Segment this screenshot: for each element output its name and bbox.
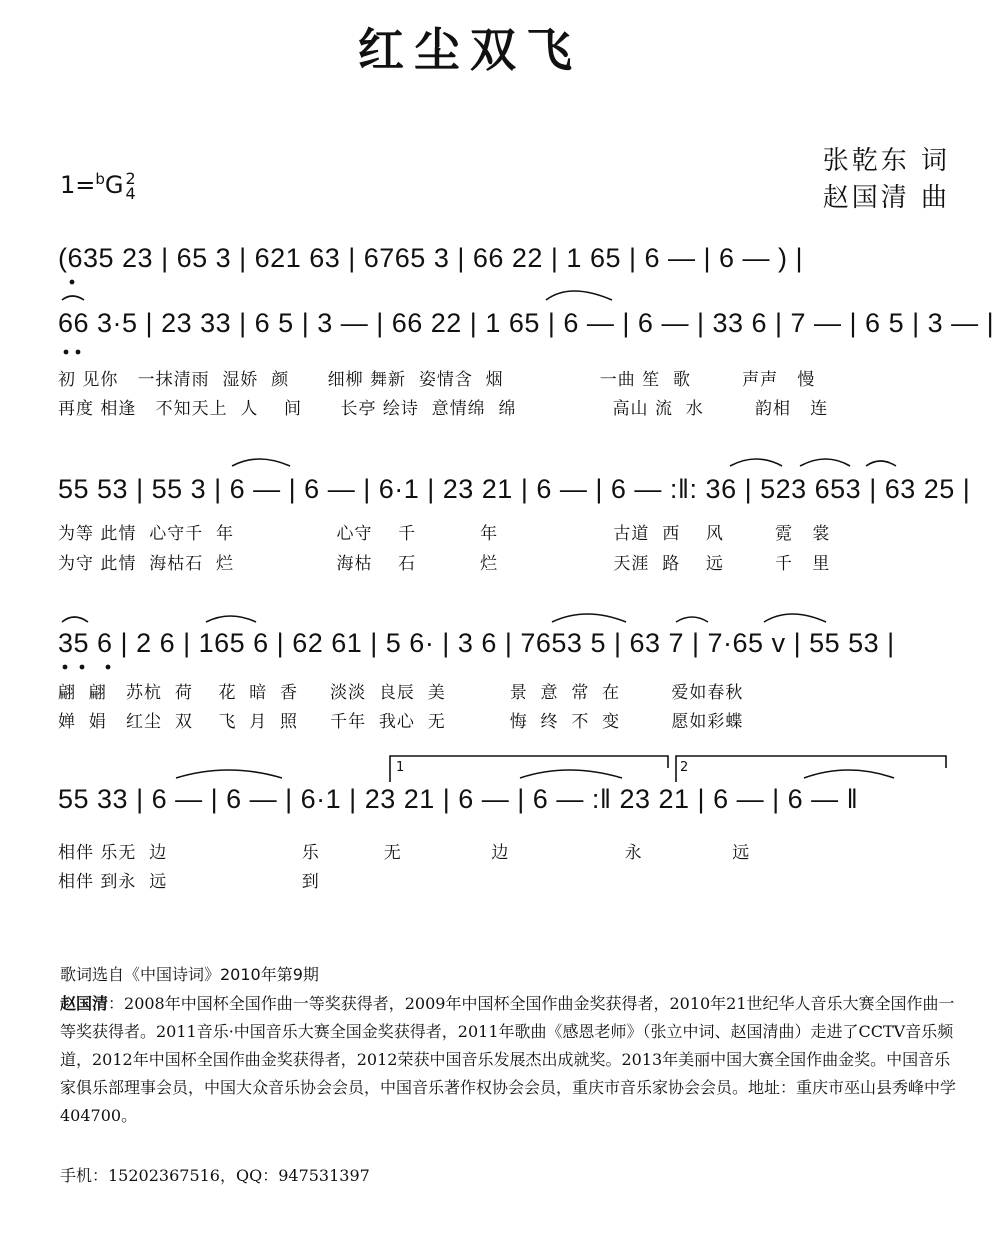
composer-bio	[60, 990, 965, 1130]
system-4-lyric-2: 婵 娟 红尘 双 飞 月 照 千年 我心 无 悔 终 不 变 愿如彩蝶	[58, 712, 744, 732]
system-4-notes: 35 6 | 2 6 | 165 6 | 62 61 | 5 6· | 3 6 | 7653 5 | 63 7 | 7·65 v | 55 53 |	[58, 628, 895, 658]
composer-credit: 赵国清 曲	[822, 183, 950, 213]
time-signature	[126, 171, 136, 201]
system-2-notes: 66 3·5 | 23 33 | 6 5 | 3 — | 66 22 | 1 65 | 6 — | 6 — | 33 6 | 7 — | 6 5 | 3 — |	[58, 308, 995, 338]
system-2-lyric-2: 再度 相逢 不知天上 人 间 长亭 绘诗 意情绵 绵 高山 流 水 韵相 连	[58, 399, 829, 419]
volta-1-label: 1	[396, 760, 405, 775]
composer-bio-name: 赵国清	[60, 994, 109, 1013]
system-5-lyric-2: 相伴 到永 远 到	[58, 872, 320, 892]
system-3-lyric-2: 为守 此情 海枯石 烂 海枯 石 烂 天涯 路 远 千 里	[58, 554, 831, 574]
key-flat: b	[95, 170, 105, 188]
lyricist-credit: 张乾东 词	[822, 146, 950, 176]
song-title: 红尘双飞	[358, 23, 582, 77]
system-2-lyric-1: 初 见你 一抹清雨 湿娇 颜 细柳 舞新 姿情含 烟 一曲 笙 歌 声声 慢	[58, 370, 816, 390]
system-3-lyric-1: 为等 此情 心守千 年 心守 千 年 古道 西 风 霓 裳	[58, 524, 831, 544]
composer-bio-text: ：2008年中国杯全国作曲一等奖获得者，2009年中国杯全国作曲金奖获得者，2010年21世纪华人音乐大赛全国作曲一等奖获得者。2011音乐·中国音乐大赛全国金奖获得者，2011年歌曲《感恩老师》（张立中词、赵国清曲）走进了CCTV音乐频道，2012年中国杯全国作曲金奖获得者，2012荣获中国音乐发展杰出成就奖。2013年美丽中国大赛全国作曲金奖。中国音乐家俱乐部理事会员，中国大众音乐协会会员，中国音乐著作权协会会员，重庆市音乐家协会会员。地址：重庆市巫山县秀峰中学404700。	[60, 994, 957, 1125]
key-signature	[60, 170, 136, 201]
system-1-notes: (635 23 | 65 3 | 621 63 | 6765 3 | 66 22 | 1 65 | 6 — | 6 — ) |	[58, 243, 804, 273]
system-5-lyric-1: 相伴 乐无 边 乐 无 边 永 远	[58, 843, 751, 863]
composer-contact: 手机：15202367516，QQ：947531397	[60, 1166, 370, 1185]
system-3-notes: 55 53 | 55 3 | 6 — | 6 — | 6·1 | 23 21 | 6 — | 6 — :‖: 36 | 523 653 | 63 25 |	[58, 474, 971, 504]
volta-2-label: 2	[680, 760, 689, 775]
system-4-lyric-1: 翩 翩 苏杭 荷 花 暗 香 淡淡 良辰 美 景 意 常 在 爱如春秋	[58, 683, 744, 703]
system-5-notes: 55 33 | 6 — | 6 — | 6·1 | 23 21 | 6 — | 6 — :‖ 23 21 | 6 — | 6 — ‖	[58, 784, 859, 814]
lyrics-source-note: 歌词选自《中国诗词》2010年第9期	[60, 965, 319, 984]
key-prefix: 1=	[60, 171, 96, 199]
time-bottom: 4	[125, 184, 136, 203]
time-top: 2	[125, 169, 136, 188]
key-note: G	[104, 171, 124, 199]
